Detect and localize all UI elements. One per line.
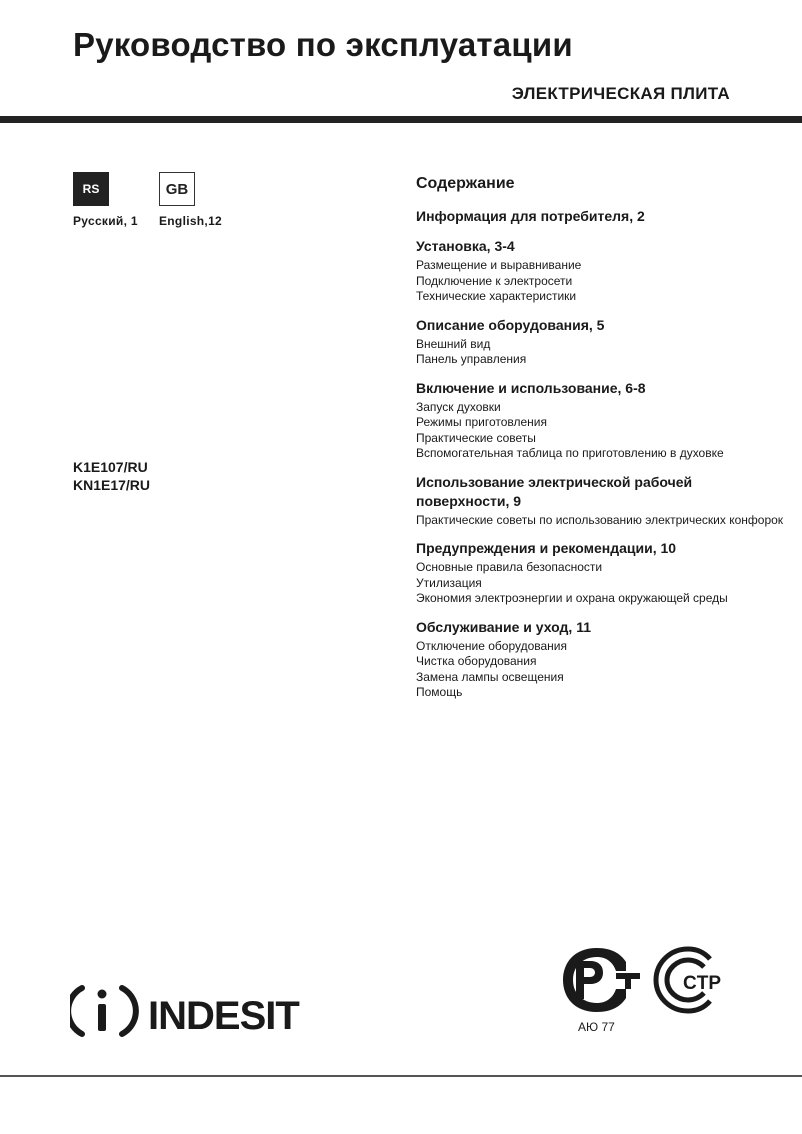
toc-item[interactable]: Утилизация [416, 575, 482, 590]
indesit-power-icon [70, 988, 136, 1034]
toc-item[interactable]: Технические характеристики [416, 289, 577, 303]
language-badge-rs: RS [73, 172, 109, 206]
toc-section [416, 316, 786, 368]
toc-item[interactable]: Вспомогательная таблица по приготовлению в духовке [416, 446, 724, 460]
model-number: KN1E17/RU [73, 477, 151, 493]
header-divider [0, 116, 802, 123]
toc-item[interactable]: Основные правила безопасности [416, 560, 603, 574]
pct-mark-icon [563, 948, 640, 1012]
model-number: K1E107/RU [73, 459, 148, 475]
toc-item[interactable]: Внешний вид [416, 336, 491, 351]
toc-section-title[interactable]: Установка, 3-4 [416, 238, 515, 254]
toc-item[interactable]: Экономия электроэнергии и охрана окружающей среды [416, 591, 728, 605]
ctr-mark-icon [656, 949, 721, 1011]
indesit-logo [70, 978, 310, 1043]
toc-item[interactable]: Помощь [416, 685, 463, 699]
model-list [73, 458, 150, 494]
language-badge-gb: GB [159, 172, 195, 206]
document-title: Руководство по эксплуатации [73, 26, 573, 63]
ctr-mark-letters: CTP [683, 973, 721, 994]
toc-section-title[interactable]: Описание оборудования, 5 [416, 316, 605, 333]
language-en[interactable] [159, 172, 222, 228]
toc-heading: Содержание [416, 175, 515, 192]
toc-section [416, 207, 786, 226]
toc-section-title[interactable]: Включение и использование, 6-8 [416, 379, 646, 396]
toc-item[interactable]: Подключение к электросети [416, 273, 573, 288]
certification-code: АЮ 77 [578, 1020, 615, 1034]
toc-item[interactable]: Практические советы [416, 430, 536, 445]
toc-section [416, 237, 786, 305]
certification-marks [560, 945, 735, 1015]
toc-section-title[interactable]: Предупреждения и рекомендации, 10 [416, 540, 677, 556]
language-caption-ru: Русский, 1 [73, 214, 138, 228]
toc-item[interactable]: Практические советы по использованию электрических конфорок [416, 512, 784, 527]
toc-section-title[interactable]: Информация для потребителя, 2 [416, 208, 645, 224]
toc-section [416, 539, 786, 607]
toc-item[interactable]: Режимы приготовления [416, 415, 547, 429]
toc-section-title[interactable]: Обслуживание и уход, 11 [416, 618, 592, 635]
toc-item[interactable]: Отключение оборудования [416, 638, 567, 653]
toc-item[interactable]: Замена лампы освещения [416, 669, 564, 684]
footer-divider [0, 1075, 802, 1077]
language-ru[interactable] [73, 172, 138, 228]
indesit-wordmark: INDESIT [148, 994, 299, 1038]
toc-sections [416, 207, 786, 701]
toc-section-title[interactable]: Использование электрической рабочей поверхности, 9 [416, 473, 693, 509]
language-caption-en: English,12 [159, 214, 223, 228]
toc-item[interactable]: Размещение и выравнивание [416, 258, 582, 272]
toc-section [416, 379, 786, 462]
toc-item[interactable]: Чистка оборудования [416, 654, 537, 668]
toc-section [416, 618, 786, 701]
toc-item[interactable]: Панель управления [416, 352, 527, 366]
toc-section [416, 473, 786, 529]
table-of-contents [416, 175, 786, 712]
product-type: ЭЛЕКТРИЧЕСКАЯ ПЛИТА [511, 84, 730, 103]
toc-item[interactable]: Запуск духовки [416, 399, 501, 414]
